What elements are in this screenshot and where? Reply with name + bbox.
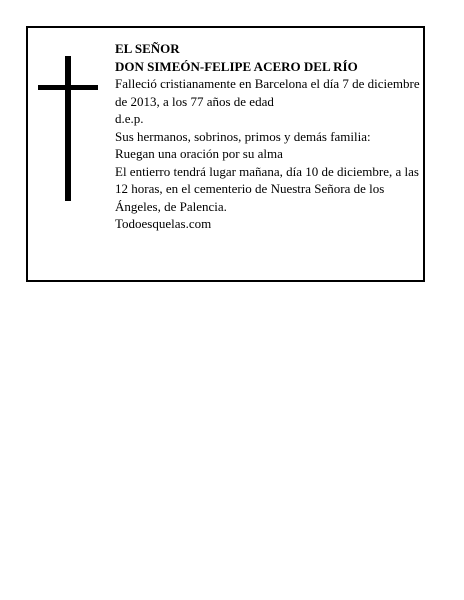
- cross-vertical-bar: [65, 56, 71, 201]
- funeral-info: El entierro tendrá lugar mañana, día 10 de diciembre, a las 12 horas, en el cementerio de Nuestra Señora de los Ángeles, de Palencia.: [115, 163, 419, 214]
- obituary-notice: [26, 26, 425, 282]
- prayer-request: Ruegan una oración por su alma: [115, 146, 283, 161]
- deceased-name: DON SIMEÓN-FELIPE ACERO DEL RÍO: [115, 58, 358, 74]
- obituary-title: EL SEÑOR: [115, 41, 180, 56]
- rip-text: d.e.p.: [115, 111, 144, 126]
- death-info: Falleció cristianamente en Barcelona el día 7 de diciembre de 2013, a los 77 años de edad: [115, 76, 420, 109]
- obituary-text: [115, 40, 420, 233]
- latin-cross-icon: [38, 56, 98, 201]
- source-text: Todoesquelas.com: [115, 216, 212, 231]
- family-line: Sus hermanos, sobrinos, primos y demás familia:: [115, 128, 371, 144]
- cross-horizontal-bar: [38, 85, 98, 90]
